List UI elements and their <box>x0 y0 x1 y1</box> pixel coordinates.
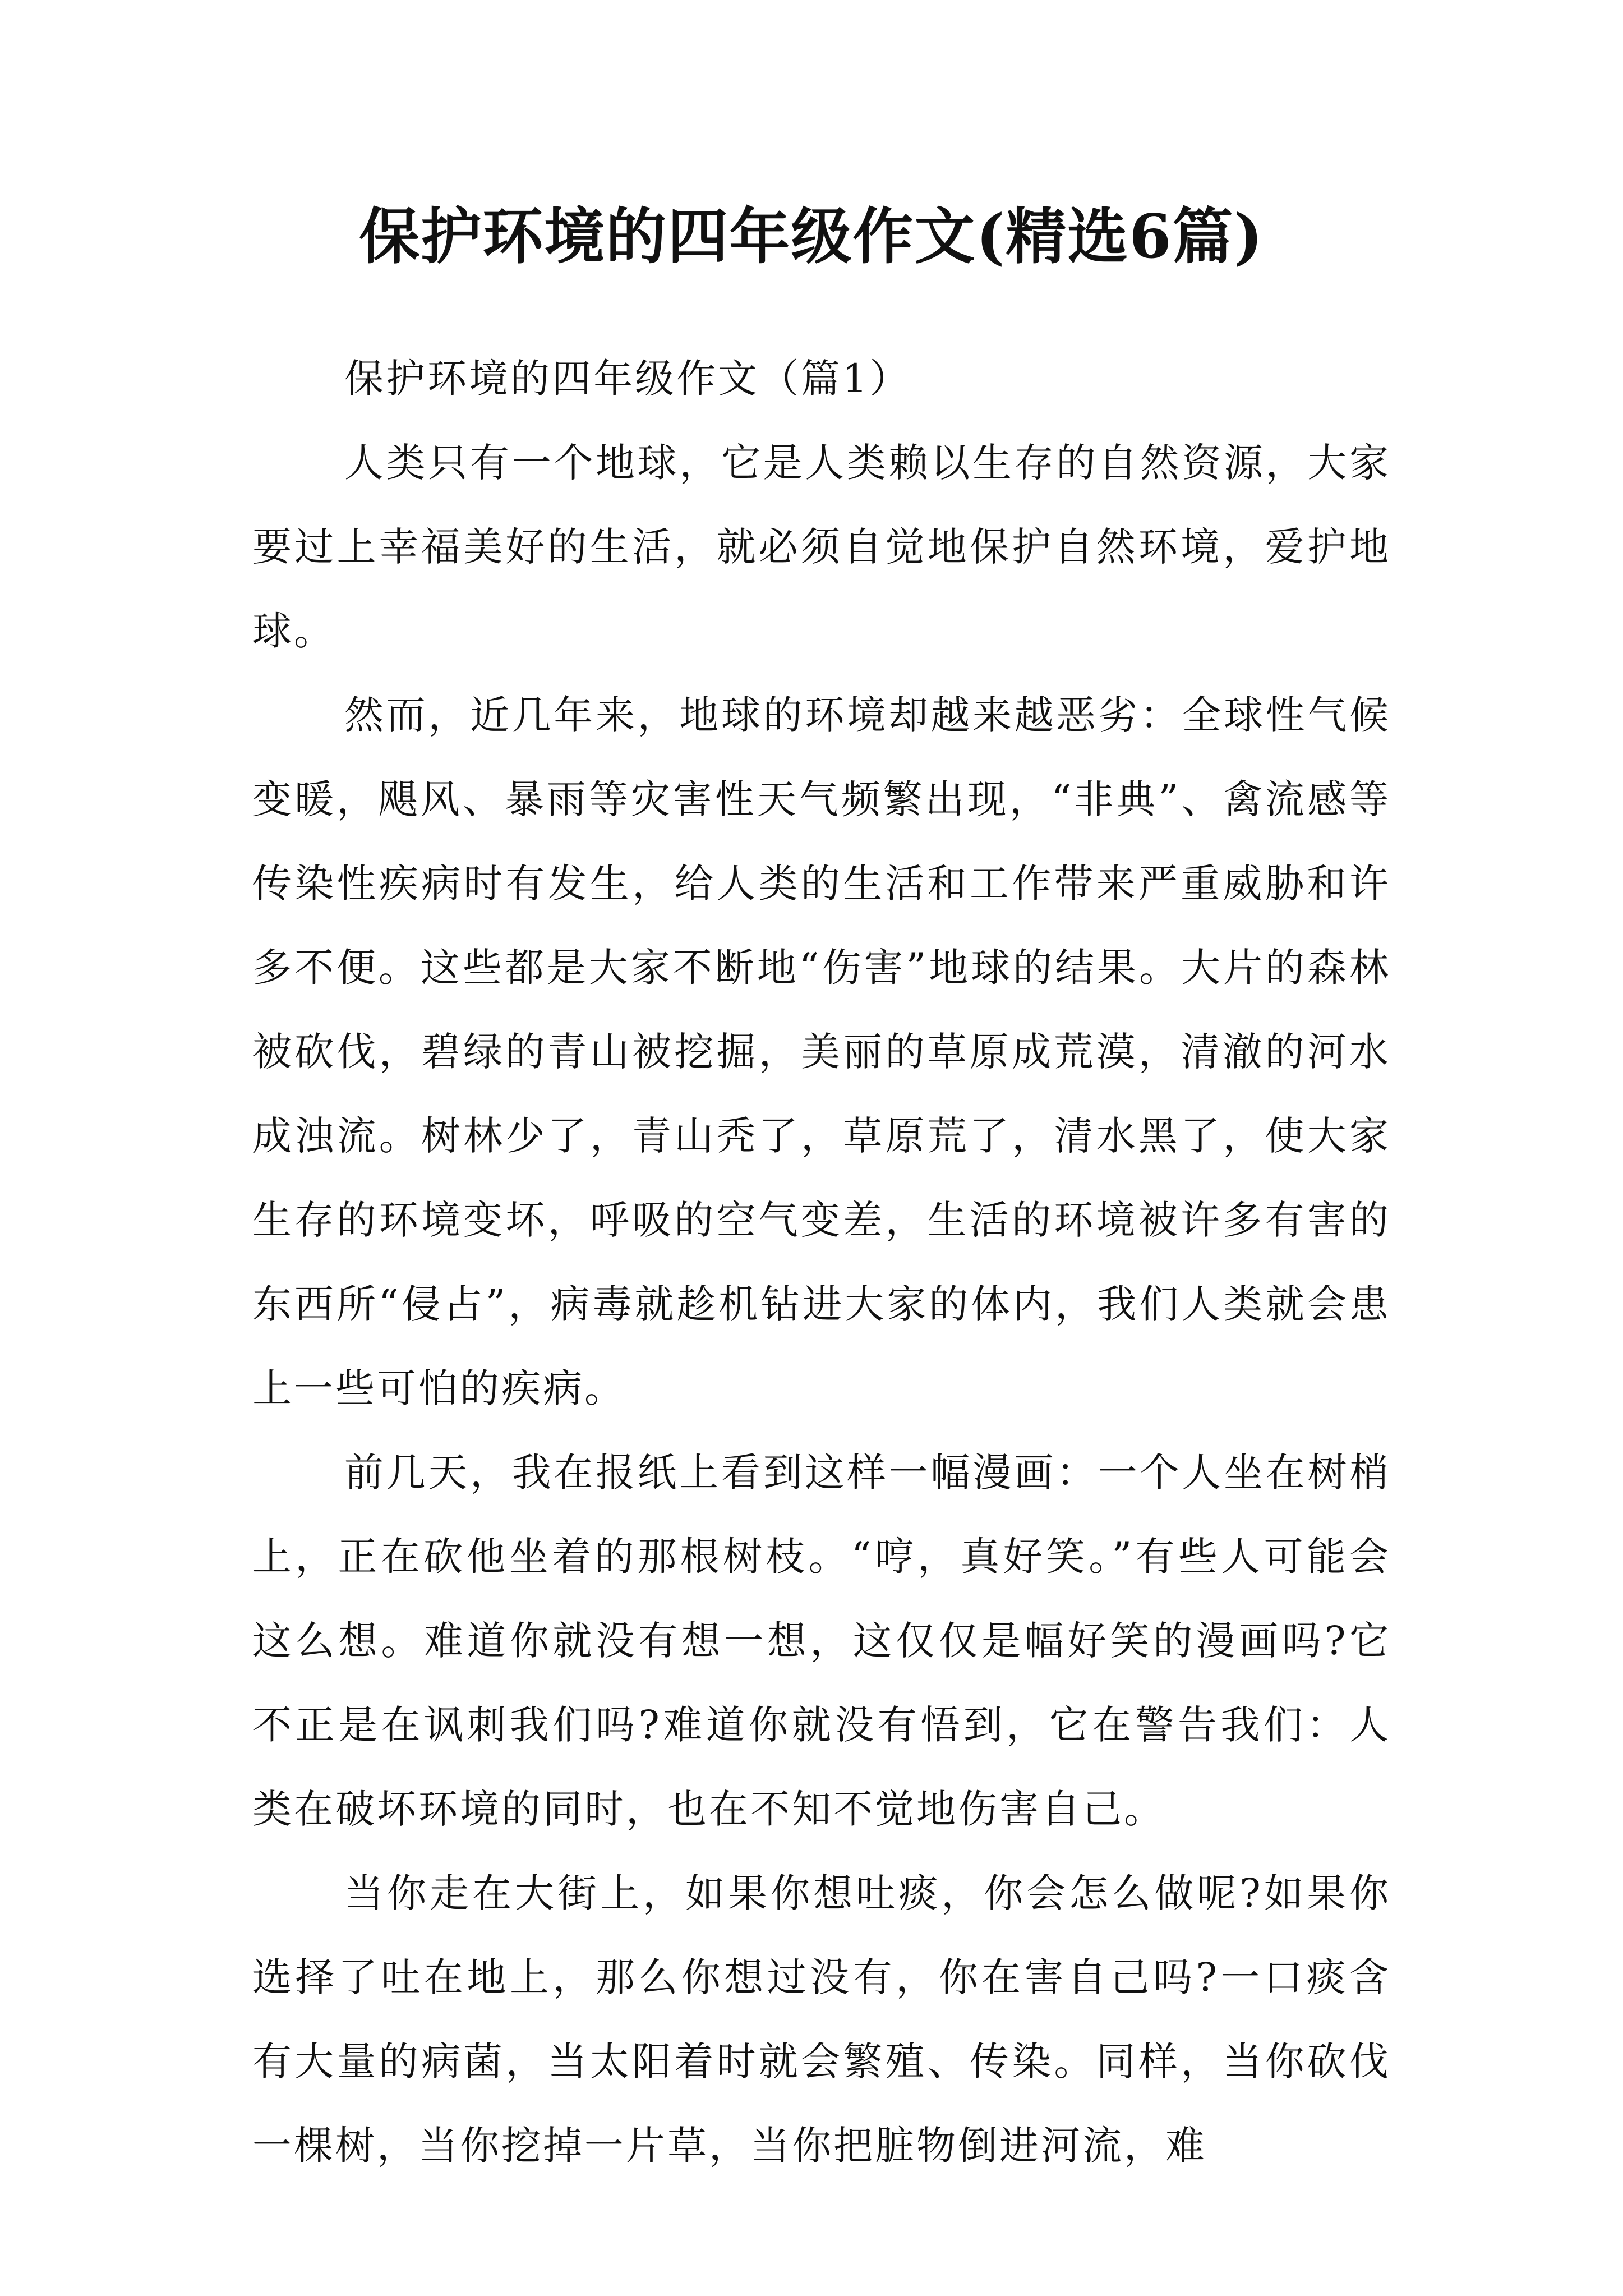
document-title: 保护环境的四年级作文(精选6篇) <box>359 201 1264 272</box>
section-heading: 保护环境的四年级作文（篇1） <box>344 356 911 402</box>
paragraph: 前几天，我在报纸上看到这样一幅漫画：一个人坐在树梢上，正在砍他坐着的那根树枝。“哼，真好笑。”有些人可能会这么想。难道你就没有想一想，这仅仅是幅好笑的漫画吗?它不正是在讽刺我们吗?难道你就没有悟到，它在警告我们：人类在破坏环境的同时，也在不知不觉地伤害自己。 <box>252 1450 1391 1832</box>
paragraph: 当你走在大街上，如果你想吐痰，你会怎么做呢?如果你选择了吐在地上，那么你想过没有，你在害自己吗?一口痰含有大量的病菌，当太阳着时就会繁殖、传染。同样，当你砍伐一棵树，当你挖掉一片草，当你把脏物倒进河流，难 <box>252 1870 1391 2169</box>
paragraph: 然而，近几年来，地球的环境却越来越恶劣：全球性气候变暖，飓风、暴雨等灾害性天气频繁出现，“非典”、禽流感等传染性疾病时有发生，给人类的生活和工作带来严重威胁和许多不便。这些都是大家不断地“伤害”地球的结果。大片的森林被砍伐，碧绿的青山被挖掘，美丽的草原成荒漠，清澈的河水成浊流。树林少了，青山秃了，草原荒了，清水黑了，使大家生存的环境变坏，呼吸的空气变差，生活的环境被许多有害的东西所“侵占”，病毒就趁机钻进大家的体内，我们人类就会患上一些可怕的疾病。 <box>252 692 1391 1411</box>
paragraph: 人类只有一个地球，它是人类赖以生存的自然资源，大家要过上幸福美好的生活，就必须自觉地保护自然环境，爱护地球。 <box>252 440 1391 654</box>
document-body <box>252 337 1391 2188</box>
